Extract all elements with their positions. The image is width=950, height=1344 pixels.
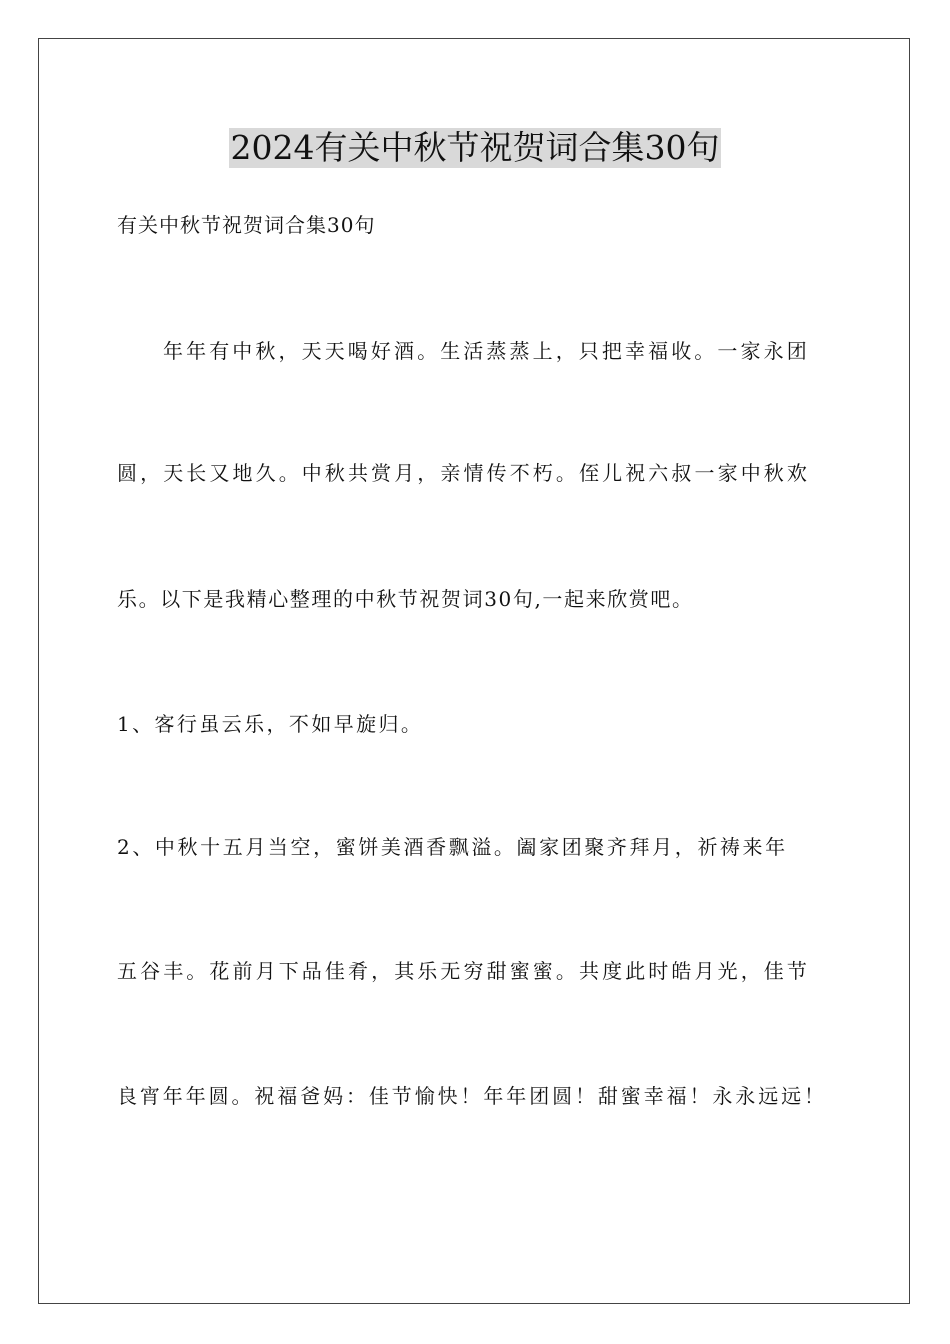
list-item-1: 1、客行虽云乐，不如早旋归。 [117,712,424,736]
paragraph-line-1: 年年有中秋，天天喝好酒。生活蒸蒸上，只把幸福收。一家永团 [163,339,810,363]
list-item-2-line-2: 五谷丰。花前月下品佳肴，其乐无穷甜蜜蜜。共度此时皓月光，佳节 [117,959,810,983]
document-subtitle: 有关中秋节祝贺词合集30句 [117,213,376,237]
paragraph-line-3: 乐。以下是我精心整理的中秋节祝贺词30句,一起来欣赏吧。 [117,587,694,611]
list-item-2-line-3: 良宵年年圆。祝福爸妈：佳节愉快！年年团圆！甜蜜幸福！永永远远！ [117,1084,827,1108]
paragraph-line-2: 圆，天长又地久。中秋共赏月，亲情传不朽。侄儿祝六叔一家中秋欢 [117,461,810,485]
document-title: 2024有关中秋节祝贺词合集30句 [230,128,720,167]
list-item-2-line-1: 2、中秋十五月当空，蜜饼美酒香飘溢。阖家团聚齐拜月，祈祷来年 [117,835,788,859]
title-container [0,128,950,168]
